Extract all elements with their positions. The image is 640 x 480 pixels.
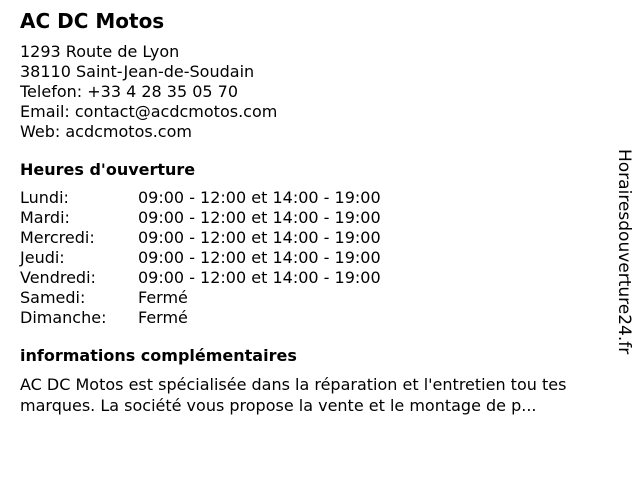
phone-line: Telefon: +33 4 28 35 05 70 (20, 82, 239, 101)
day-label: Dimanche: (20, 308, 107, 327)
hours-row-friday (20, 268, 620, 288)
hours-row-monday (20, 188, 620, 208)
info-description: AC DC Motos est spécialisée dans la réparation et l'entretien tou tes marques. La société vous propose la vente et le montage de p... (20, 375, 567, 415)
web-line: Web: acdcmotos.com (20, 122, 192, 141)
hours-heading: Heures d'ouverture (20, 160, 196, 179)
watermark (612, 136, 636, 368)
hours-row-sunday (20, 308, 620, 328)
business-name: AC DC Motos (20, 9, 165, 33)
day-label: Vendredi: (20, 268, 96, 287)
hours-row-saturday (20, 288, 620, 308)
day-label: Mardi: (20, 208, 70, 227)
hours-row-thursday (20, 248, 620, 268)
time-range: 09:00 - 12:00 et 14:00 - 19:00 (138, 188, 381, 207)
day-label: Lundi: (20, 188, 69, 207)
time-range: Fermé (138, 288, 188, 307)
day-label: Jeudi: (20, 248, 65, 267)
time-range: 09:00 - 12:00 et 14:00 - 19:00 (138, 228, 381, 247)
info-heading: informations complémentaires (20, 346, 297, 365)
time-range: 09:00 - 12:00 et 14:00 - 19:00 (138, 248, 381, 267)
hours-row-tuesday (20, 208, 620, 228)
time-range: 09:00 - 12:00 et 14:00 - 19:00 (138, 268, 381, 287)
email-line: Email: contact@acdcmotos.com (20, 102, 278, 121)
day-label: Mercredi: (20, 228, 95, 247)
address-line-2: 38110 Saint-Jean-de-Soudain (20, 62, 255, 81)
day-label: Samedi: (20, 288, 86, 307)
hours-row-wednesday (20, 228, 620, 248)
business-card (20, 8, 620, 416)
address-line-1: 1293 Route de Lyon (20, 42, 180, 61)
time-range: Fermé (138, 308, 188, 327)
hours-table (20, 188, 620, 328)
time-range: 09:00 - 12:00 et 14:00 - 19:00 (138, 208, 381, 227)
watermark-text: Horairesdouverture24.fr (614, 149, 634, 355)
